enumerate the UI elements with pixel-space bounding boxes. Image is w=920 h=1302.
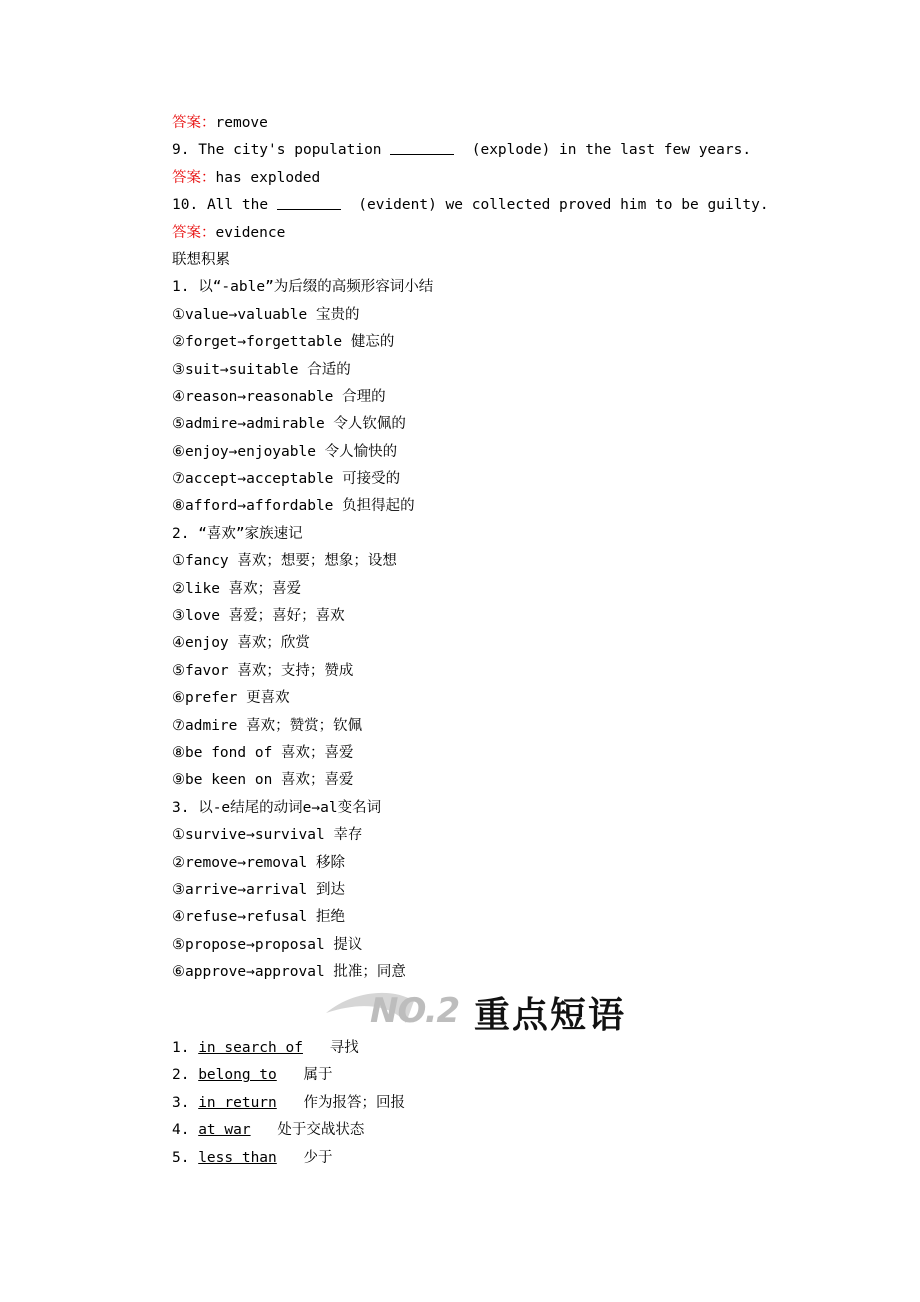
phrase-item <box>172 1090 772 1117</box>
list-item: ⑤favor 喜欢；支持；赞成 <box>172 662 354 679</box>
question-number: 9. <box>172 142 190 159</box>
list-item: ③suit→suitable 合适的 <box>172 361 351 378</box>
question-number: 10. <box>172 197 199 214</box>
phrase-meaning: 处于交战状态 <box>277 1122 365 1139</box>
list-item: ①value→valuable 宝贵的 <box>172 306 360 323</box>
phrase-meaning: 少于 <box>303 1149 333 1166</box>
list-item: ②like 喜欢；喜爱 <box>172 580 302 597</box>
phrase-meaning: 寻找 <box>329 1040 359 1056</box>
answer-label: 答案： <box>172 115 216 131</box>
group-title: 3. 以-e结尾的动词e→al变名词 <box>172 799 382 816</box>
phrase-text: in search of <box>198 1040 303 1056</box>
answer-value: evidence <box>215 224 286 241</box>
phrase-meaning: 属于 <box>303 1067 333 1084</box>
answer-line <box>172 220 772 247</box>
question-text-before: All the <box>206 197 269 214</box>
phrase-list <box>172 1035 772 1172</box>
list-item: ⑤admire→admirable 令人钦佩的 <box>172 416 406 433</box>
list-item: ⑧afford→affordable 负担得起的 <box>172 498 415 515</box>
phrase-number: 3. <box>172 1094 190 1111</box>
list-item: ④refuse→refusal 拒绝 <box>172 909 345 926</box>
group-title: 1. 以“-able”为后缀的高频形容词小结 <box>172 279 434 296</box>
list-item: ④enjoy 喜欢；欣赏 <box>172 635 310 652</box>
answer-label: 答案： <box>172 224 216 241</box>
phrase-number: 4. <box>172 1122 190 1139</box>
phrase-item <box>172 1145 772 1172</box>
phrase-item <box>172 1035 772 1062</box>
list-item: ③arrive→arrival 到达 <box>172 881 345 898</box>
answer-line <box>172 110 772 137</box>
phrase-number: 2. <box>172 1067 190 1084</box>
phrase-number: 1. <box>172 1040 190 1056</box>
phrase-item <box>172 1062 772 1089</box>
phrase-text: in return <box>198 1094 277 1111</box>
phrase-number: 5. <box>172 1149 190 1166</box>
banner-number: NO.2 <box>370 991 460 1031</box>
list-item: ②remove→removal 移除 <box>172 854 345 871</box>
answer-value: remove <box>215 115 268 131</box>
list-item: ⑥prefer 更喜欢 <box>172 690 290 707</box>
banner-title: 重点短语 <box>474 995 627 1036</box>
question-text-after: (evident) we collected proved him to be guilty. <box>358 197 769 214</box>
list-item: ②forget→forgettable 健忘的 <box>172 334 395 351</box>
phrase-text: less than <box>198 1149 277 1166</box>
list-item: ⑨be keen on 喜欢；喜爱 <box>172 772 354 789</box>
question-line <box>172 192 772 219</box>
phrase-meaning: 作为报答；回报 <box>303 1094 406 1111</box>
list-item: ①survive→survival 幸存 <box>172 827 363 844</box>
phrase-item <box>172 1117 772 1144</box>
group-title: 2. “喜欢”家族速记 <box>172 525 303 542</box>
question-line <box>172 137 772 164</box>
phrase-text: belong to <box>198 1067 277 1084</box>
list-item: ⑥approve→approval 批准；同意 <box>172 964 406 981</box>
list-item: ③love 喜爱；喜好；喜欢 <box>172 608 345 625</box>
list-item: ⑦admire 喜欢；赞赏；钦佩 <box>172 717 363 734</box>
answer-blank <box>277 195 341 210</box>
list-item: ⑥enjoy→enjoyable 令人愉快的 <box>172 443 398 460</box>
section-heading: 联想积累 <box>172 251 230 268</box>
answer-line <box>172 165 772 192</box>
list-item: ⑧be fond of 喜欢；喜爱 <box>172 744 354 761</box>
list-item: ④reason→reasonable 合理的 <box>172 388 386 405</box>
phrase-text: at war <box>198 1122 251 1139</box>
list-item: ①fancy 喜欢；想要；想象；设想 <box>172 553 397 570</box>
answer-label: 答案： <box>172 169 216 186</box>
list-item: ⑤propose→proposal 提议 <box>172 936 363 953</box>
question-text-before: The city's population <box>198 142 382 159</box>
list-item: ⑦accept→acceptable 可接受的 <box>172 471 401 488</box>
question-text-after: (explode) in the last few years. <box>471 142 752 159</box>
answer-value: has exploded <box>215 169 321 186</box>
section-banner <box>322 983 632 1035</box>
document-body <box>172 110 772 987</box>
answer-blank <box>390 140 454 155</box>
